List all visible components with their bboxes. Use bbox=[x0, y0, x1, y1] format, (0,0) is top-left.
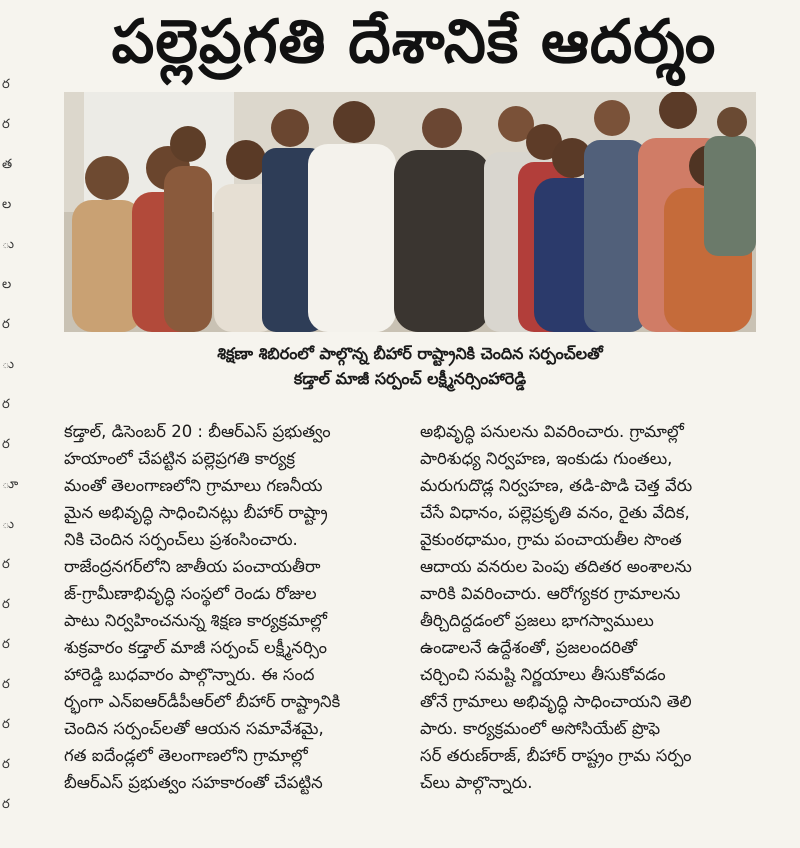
article-line: తీర్చిదిద్దడంలో ప్రజలు భాగస్వాములు bbox=[420, 611, 654, 630]
article-line: తోనే గ్రామాలు అభివృద్ధి సాధించాయని తెలి bbox=[420, 692, 692, 711]
edge-glyph: ర bbox=[2, 717, 10, 732]
edge-glyph: ర bbox=[2, 77, 10, 92]
article-line: సర్ తరుణ్‌రాజ్, బీహార్ రాష్ట్రం గ్రామ సర్పం bbox=[420, 746, 692, 765]
article-line: మరుగుదొడ్ల నిర్వహణ, తడి-పొడి చెత్త వేరు bbox=[420, 476, 693, 495]
photo-caption bbox=[64, 341, 756, 391]
article-line: చ్‌లు పాల్గొన్నారు. bbox=[420, 773, 533, 792]
article-line: మైన అభివృద్ధి సాధించినట్లు బీహార్ రాష్ట్రా bbox=[64, 503, 328, 522]
article-line: గత ఐదేండ్లలో తెలంగాణలోని గ్రామాల్లో bbox=[64, 746, 308, 765]
edge-glyph: ు bbox=[2, 357, 15, 372]
edge-glyph: ర bbox=[2, 797, 10, 812]
article-line: ఆదాయ వనరుల పెంపు తదితర అంశాలను bbox=[420, 557, 692, 576]
photo-caption-line: శిక్షణా శిబిరంలో పాల్గొన్న బీహార్ రాష్ట్రానికి చెందిన సర్పంచ్‌లతో bbox=[217, 344, 603, 363]
article-line: వైకుంఠధామం, గ్రామ పంచాయతీల సొంత bbox=[420, 530, 682, 549]
edge-glyph: ర bbox=[2, 397, 10, 412]
article-line: పారిశుధ్య నిర్వహణ, ఇంకుడు గుంతలు, bbox=[420, 449, 673, 468]
article-line: ర్భంగా ఎన్‌ఐఆర్‌డీపీఆర్‌లో బీహార్ రాష్ట్రానికి bbox=[64, 692, 341, 711]
article-line: పాటు నిర్వహించనున్న శిక్షణ కార్యక్రమాల్లో bbox=[64, 611, 327, 630]
article-line: చర్చించి సమష్టి నిర్ణయాలు తీసుకోవడం bbox=[420, 665, 666, 684]
edge-glyph: ు bbox=[2, 517, 15, 532]
edge-glyph: ర bbox=[2, 317, 10, 332]
edge-glyph: ర bbox=[2, 597, 10, 612]
edge-glyph: ర bbox=[2, 437, 10, 452]
article-line: శుక్రవారం కడ్తాల్ మాజీ సర్పంచ్ లక్ష్మీనర్సిం bbox=[64, 638, 327, 657]
edge-glyph: ల bbox=[2, 197, 12, 212]
article-line: ఉండాలనే ఉద్దేశంతో, ప్రజలందరితో bbox=[420, 638, 638, 657]
edge-glyph: ర bbox=[2, 557, 10, 572]
edge-glyph: ర bbox=[2, 757, 10, 772]
article-line: హయాంలో చేపట్టిన పల్లెప్రగతి కార్యక్ర bbox=[64, 449, 295, 468]
edge-glyph: త bbox=[2, 157, 13, 172]
article-line: చెందిన సర్పంచ్‌లతో ఆయన సమావేశమై, bbox=[64, 719, 324, 738]
edge-glyph: ూ bbox=[2, 477, 19, 492]
article-line: మంతో తెలంగాణలోని గ్రామాలు గణనీయ bbox=[64, 476, 323, 495]
edge-glyph: ర bbox=[2, 117, 10, 132]
edge-glyph: ు bbox=[2, 237, 15, 252]
group-photo bbox=[64, 92, 756, 332]
edge-glyph: ర bbox=[2, 637, 10, 652]
article-column-left bbox=[64, 418, 402, 848]
article-line: వారికి వివరించారు. ఆరోగ్యకర గ్రామాలను bbox=[420, 584, 681, 603]
article-line: అభివృద్ధి పనులను వివరించారు. గ్రామాల్లో bbox=[420, 422, 684, 441]
edge-glyph: ల bbox=[2, 277, 12, 292]
article-line: బీఆర్‌ఎస్ ప్రభుత్వం సహకారంతో చేపట్టిన bbox=[64, 773, 323, 792]
article-line: కడ్తాల్, డిసెంబర్ 20 : బీఆర్‌ఎస్ ప్రభుత్వం bbox=[64, 422, 331, 441]
article-line: నికి చెందిన సర్పంచ్‌లు ప్రశంసించారు. bbox=[64, 530, 298, 549]
article-line: జ్-గ్రామీణాభివృద్ధి సంస్థలో రెండు రోజుల bbox=[64, 584, 317, 603]
adjacent-column-fragment bbox=[0, 0, 22, 848]
article-line: పారు. కార్యక్రమంలో అసోసియేట్ ప్రొఫె bbox=[420, 719, 661, 738]
article-line: రాజేంద్రనగర్‌లోని జాతీయ పంచాయతీరా bbox=[64, 557, 321, 576]
article-column-right bbox=[420, 418, 758, 848]
edge-glyph: ర bbox=[2, 677, 10, 692]
article-line: హారెడ్డి బుధవారం పాల్గొన్నారు. ఈ సంద bbox=[64, 665, 315, 684]
group-photo-illustration bbox=[64, 92, 756, 332]
article-line: చేసే విధానం, పల్లెప్రకృతి వనం, రైతు వేదిక, bbox=[420, 503, 690, 522]
photo-caption-line: కడ్తాల్ మాజీ సర్పంచ్ లక్ష్మీనర్సింహారెడ్డి bbox=[293, 369, 527, 388]
page-headline: పల్లెప్రగతి దేశానికే ఆదర్శం bbox=[111, 7, 717, 77]
